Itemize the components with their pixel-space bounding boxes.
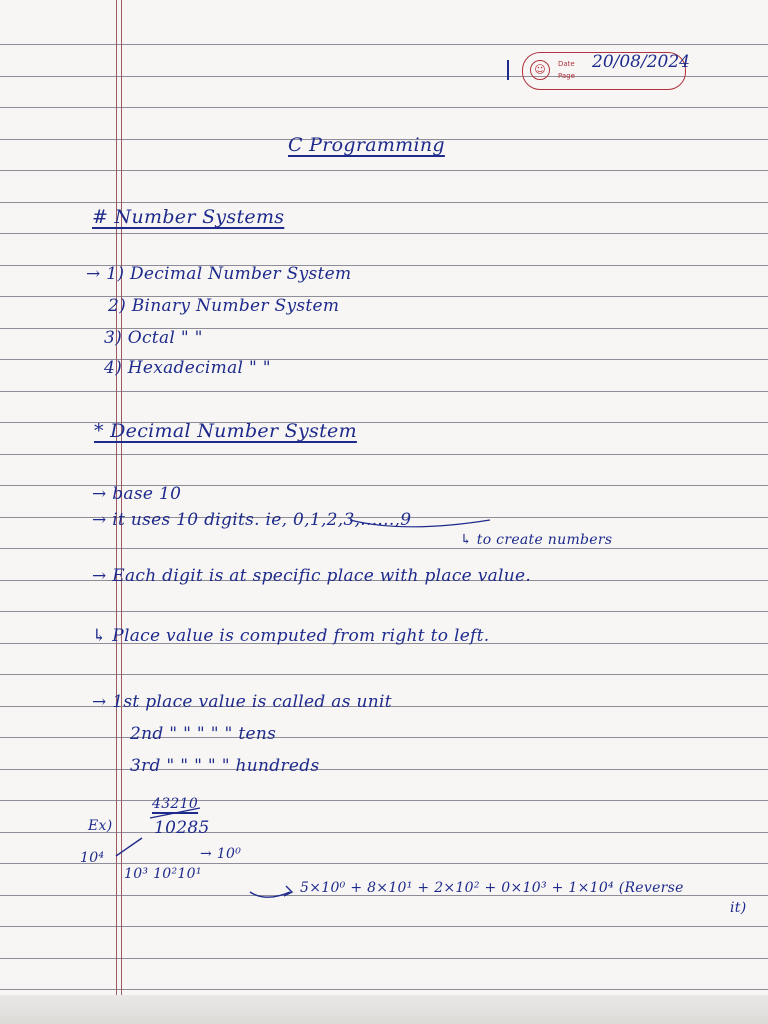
page-label: Page	[558, 72, 575, 80]
example-label: Ex)	[88, 818, 113, 834]
note-line: → base 10	[92, 484, 182, 504]
arrow-stroke	[250, 892, 290, 897]
page-edge	[0, 995, 768, 1024]
section-heading-number-systems: # Number Systems	[92, 206, 285, 228]
example-number: 10285	[154, 818, 210, 838]
note-line: 3rd " " " " " hundreds	[130, 756, 320, 776]
list-item: 4) Hexadecimal " "	[104, 358, 271, 378]
note-line: ↳ Place value is computed from right to left.	[92, 626, 490, 646]
note-line: → Each digit is at specific place with place value.	[92, 566, 532, 586]
power-right: → 10⁰	[200, 846, 242, 862]
power-left: 10⁴	[80, 850, 105, 866]
list-item: 3) Octal " "	[104, 328, 203, 348]
note-line: ↳ to create numbers	[460, 532, 613, 548]
arrow-stroke	[350, 520, 490, 527]
arrow-stroke	[116, 838, 142, 856]
date-value: 20/08/2024	[592, 52, 690, 72]
note-line: → 1st place value is called as unit	[92, 692, 392, 712]
position-indices: 43210	[152, 796, 199, 812]
note-line: 2nd " " " " " tens	[130, 724, 277, 744]
expansion-end: it)	[730, 900, 747, 916]
date-label: Date	[558, 60, 575, 68]
list-item: → 1) Decimal Number System	[86, 264, 352, 284]
page-title: C Programming	[288, 134, 445, 156]
powers-below: 10³ 10²10¹	[124, 866, 202, 882]
arrow-stroke	[150, 808, 200, 818]
section-heading-decimal: * Decimal Number System	[94, 420, 357, 442]
smiley-icon: ☺	[530, 60, 550, 80]
list-item: 2) Binary Number System	[108, 296, 340, 316]
note-line: → it uses 10 digits. ie, 0,1,2,3,......,9	[92, 510, 412, 530]
expansion: 5×10⁰ + 8×10¹ + 2×10² + 0×10³ + 1×10⁴ (Reverse	[300, 880, 684, 896]
